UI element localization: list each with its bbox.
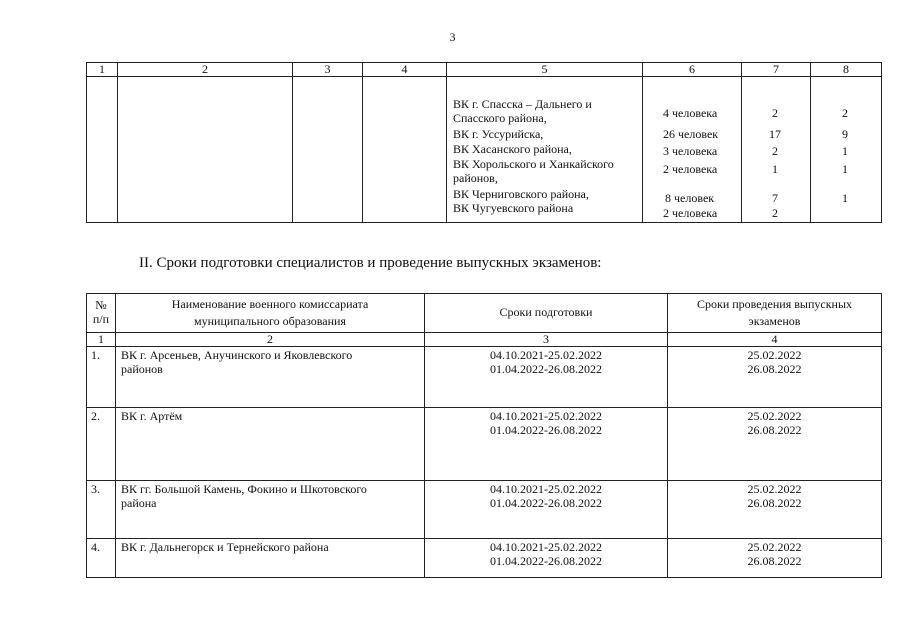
training-period: 01.04.2022-26.08.2022	[490, 422, 602, 437]
table2-column-numbers-row	[87, 333, 882, 347]
commissariat-name	[116, 347, 425, 408]
training-period: 04.10.2021-25.02.2022	[490, 482, 602, 496]
column-number: 7	[742, 63, 811, 77]
training-period: 04.10.2021-25.02.2022	[490, 409, 602, 423]
name-line: ВК гг. Большой Камень, Фокино и Шкотовского	[121, 482, 367, 496]
recruitment-table	[86, 62, 882, 223]
training-period: 01.04.2022-26.08.2022	[490, 361, 602, 376]
training-schedule-table	[86, 293, 882, 578]
exam-dates	[668, 408, 882, 481]
people-count: 4 человека	[663, 106, 718, 120]
empty-cell	[363, 77, 447, 223]
column-number: 4	[363, 63, 447, 77]
header-name-line1: Наименование военного комиссариата	[171, 297, 369, 311]
column-number: 1	[87, 333, 116, 347]
column-number: 2	[116, 333, 425, 347]
page-number: 3	[449, 30, 456, 44]
training-period: 04.10.2021-25.02.2022	[490, 348, 602, 362]
exam-date: 25.02.2022	[747, 348, 802, 362]
row-number: 1.	[87, 347, 116, 408]
table-row	[87, 408, 882, 481]
people-count: 2 человека	[663, 162, 718, 176]
people-count: 8 человек	[665, 191, 715, 205]
name-line: районов	[121, 361, 163, 376]
header-training-label: Сроки подготовки	[499, 305, 593, 320]
col8-values-cell	[811, 77, 882, 223]
training-periods	[425, 481, 668, 539]
col7-value: 1	[772, 162, 778, 176]
name-line: ВК г. Арсеньев, Анучинского и Яковлевского	[121, 348, 353, 362]
table-row	[87, 347, 882, 408]
commissariat-line: ВК Черниговского района,	[453, 187, 589, 201]
column-number: 3	[293, 63, 363, 77]
col7-value: 2	[772, 106, 778, 120]
column-number: 1	[87, 63, 118, 77]
header-number	[87, 294, 116, 333]
commissariat-line: ВК г. Уссурийска,	[453, 127, 544, 141]
exam-date: 25.02.2022	[747, 540, 802, 554]
col7-value: 7	[772, 191, 778, 205]
commissariat-line: ВК Хорольского и Ханкайского	[453, 157, 614, 171]
section-heading: II. Сроки подготовки специалистов и проведение выпускных экзаменов:	[139, 255, 602, 271]
name-line: ВК г. Артём	[121, 409, 183, 423]
column-number: 6	[643, 63, 742, 77]
header-exams-line1: Сроки проведения выпускных	[696, 297, 853, 311]
exam-date: 26.08.2022	[747, 553, 802, 568]
commissariat-line: ВК г. Спасска – Дальнего и	[453, 97, 592, 111]
commissariat-name	[116, 481, 425, 539]
col8-value: 9	[842, 127, 848, 141]
commissariat-line: Спасского района,	[453, 111, 547, 125]
people-count: 2 человека	[663, 206, 718, 220]
header-name-line2: муниципального образования	[194, 314, 346, 328]
column-number: 4	[668, 333, 882, 347]
column-number: 2	[118, 63, 293, 77]
col8-value: 1	[842, 162, 848, 176]
people-count: 26 человек	[663, 127, 719, 141]
people-count: 3 человека	[663, 144, 718, 158]
empty-cell	[293, 77, 363, 223]
exam-date: 26.08.2022	[747, 422, 802, 437]
column-number: 3	[425, 333, 668, 347]
training-period: 01.04.2022-26.08.2022	[490, 553, 602, 568]
table1-header-row	[87, 63, 882, 77]
column-number: 5	[447, 63, 643, 77]
header-exams-line2: экзаменов	[748, 314, 801, 328]
header-number-line2: п/п	[92, 312, 110, 326]
exam-date: 26.08.2022	[747, 361, 802, 376]
col7-value: 2	[772, 144, 778, 158]
name-line: ВК г. Дальнегорск и Тернейского района	[121, 540, 329, 554]
commissariat-name	[116, 408, 425, 481]
row-number: 4.	[87, 539, 116, 578]
table-row	[87, 539, 882, 578]
col8-value: 1	[842, 144, 848, 158]
table-row	[87, 481, 882, 539]
commissariat-line: ВК Чугуевского района	[453, 201, 574, 215]
exam-dates	[668, 347, 882, 408]
commissariat-name	[116, 539, 425, 578]
header-commissariat-name	[116, 294, 425, 333]
exam-dates	[668, 481, 882, 539]
training-periods	[425, 408, 668, 481]
col7-values-cell	[742, 77, 811, 223]
commissariat-list-cell	[447, 77, 643, 223]
name-line: района	[121, 495, 157, 510]
exam-date: 26.08.2022	[747, 495, 802, 510]
people-count-cell	[643, 77, 742, 223]
col8-value: 2	[842, 106, 848, 120]
empty-cell	[118, 77, 293, 223]
row-number: 2.	[87, 408, 116, 481]
col7-value: 17	[769, 127, 781, 141]
header-number-line1: №	[95, 298, 107, 313]
exam-date: 25.02.2022	[747, 409, 802, 423]
header-exam-dates	[668, 294, 882, 333]
exam-dates	[668, 539, 882, 578]
exam-date: 25.02.2022	[747, 482, 802, 496]
commissariat-line: районов,	[453, 171, 498, 185]
column-number: 8	[811, 63, 882, 77]
table2-header-row	[87, 294, 882, 333]
empty-cell	[87, 77, 118, 223]
col8-value: 1	[842, 191, 848, 205]
col7-value: 2	[772, 206, 778, 220]
training-period: 04.10.2021-25.02.2022	[490, 540, 602, 554]
commissariat-line: ВК Хасанского района,	[453, 142, 572, 156]
training-period: 01.04.2022-26.08.2022	[490, 495, 602, 510]
row-number: 3.	[87, 481, 116, 539]
header-training-period	[425, 294, 668, 333]
training-periods	[425, 347, 668, 408]
table1-body-row	[87, 77, 882, 223]
training-periods	[425, 539, 668, 578]
